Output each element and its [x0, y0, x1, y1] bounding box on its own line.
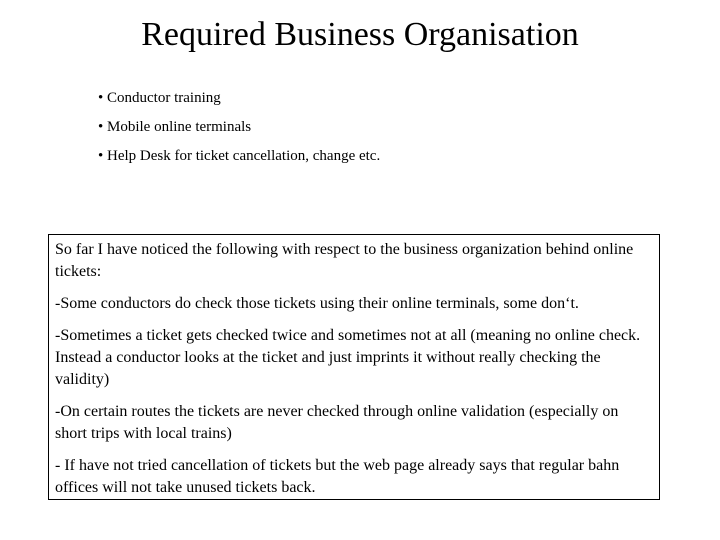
bullet-marker: • [98, 90, 104, 106]
bullet-text: Conductor training [107, 90, 221, 106]
note-paragraph: So far I have noticed the following with respect to the business organization behind online tickets: [55, 241, 634, 280]
bullet-item [98, 88, 380, 117]
note-paragraph: -Some conductors do check those tickets using their online terminals, some don‘t. [55, 295, 579, 312]
note-paragraph: - If have not tried cancellation of tickets but the web page already says that regular bahn offices will not take unused tickets back. [55, 457, 620, 496]
bullet-item [98, 117, 380, 146]
note-paragraph: -On certain routes the tickets are never checked through online validation (especially on short trips with local trains) [55, 403, 619, 442]
bullet-list [98, 88, 380, 175]
bullet-text: Help Desk for ticket cancellation, change etc. [107, 148, 381, 164]
slide-title: Required Business Organisation [141, 16, 579, 53]
bullet-item [98, 146, 380, 175]
bullet-marker: • [98, 148, 104, 164]
note-paragraph: -Sometimes a ticket gets checked twice and sometimes not at all (meaning no online check. Instead a conductor looks at the ticket and just imprints it without really checking the validity) [55, 327, 641, 388]
bullet-marker: • [98, 119, 104, 135]
bullet-text: Mobile online terminals [107, 119, 252, 135]
notes-text-box [48, 234, 660, 500]
